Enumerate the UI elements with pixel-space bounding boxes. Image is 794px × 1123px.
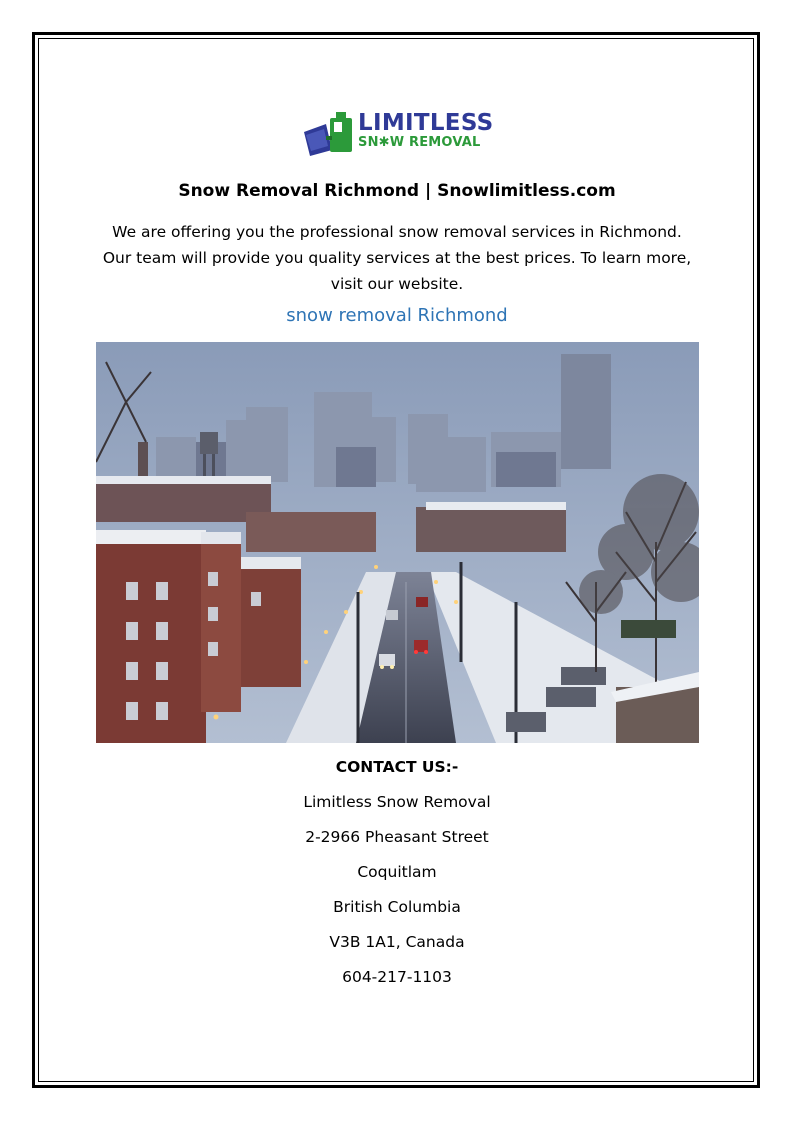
city-snow-photo <box>96 342 699 743</box>
contact-phone[interactable]: 604-217-1103 <box>342 968 452 986</box>
snowy-street-illustration <box>96 342 699 743</box>
contact-city: Coquitlam <box>357 863 437 881</box>
logo-tagline: SN✱W REMOVAL <box>358 135 481 150</box>
snow-removal-link[interactable]: snow removal Richmond <box>286 305 508 326</box>
page-title: Snow Removal Richmond | Snowlimitless.com <box>178 181 616 201</box>
contact-postal: V3B 1A1, Canada <box>329 933 465 951</box>
snow-plow-truck-icon <box>302 110 358 160</box>
contact-heading: CONTACT US:- <box>335 758 459 776</box>
contact-province: British Columbia <box>333 898 461 916</box>
contact-company: Limitless Snow Removal <box>303 793 491 811</box>
contact-street: 2-2966 Pheasant Street <box>305 828 489 846</box>
description-paragraph: We are offering you the professional snow removal services in Richmond. Our team will provide you quality services at the best prices. To learn more, visit our website. <box>102 223 692 293</box>
logo-wordmark: LIMITLESS <box>358 110 494 136</box>
company-logo <box>302 110 492 160</box>
